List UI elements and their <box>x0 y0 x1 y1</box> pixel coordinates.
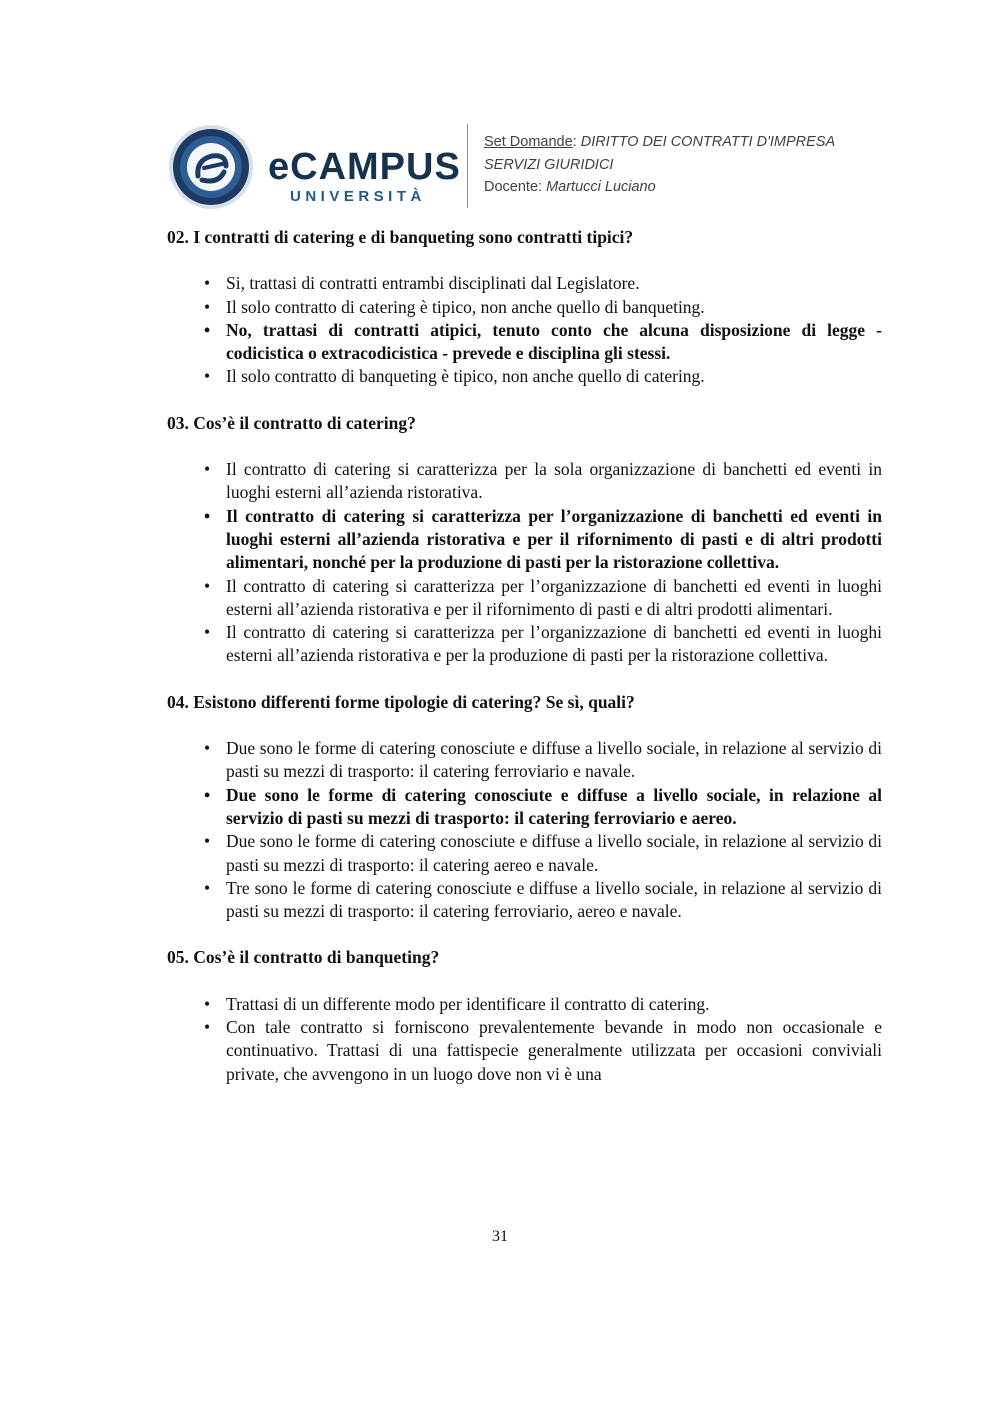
answer-option-correct: • Due sono le forme di catering conosciute e diffuse a livello sociale, in relazione al servizio di pasti su mezzi di trasporto: il catering ferroviario e aereo. <box>204 784 882 828</box>
answer-list <box>167 993 882 1086</box>
answer-option: • Il contratto di catering si caratterizza per l’organizzazione di banchetti ed eventi in luoghi esterni all’azienda ristorativa e per la produzione di pasti per la ristorazione collettiva. <box>204 622 882 666</box>
answer-list <box>167 737 882 923</box>
bullet-icon: • <box>204 877 211 898</box>
course-subtitle-line <box>484 154 835 177</box>
docente-label: Docente <box>484 179 539 195</box>
bullet-icon: • <box>204 575 211 596</box>
answer-option: • Tre sono le forme di catering conosciute e diffuse a livello sociale, in relazione al servizio di pasti su mezzi di trasporto: il catering ferroviario, aereo e navale. <box>204 877 882 922</box>
answer-option: • Il solo contratto di catering è tipico, non anche quello di banqueting. <box>167 296 882 319</box>
bullet-icon: • <box>204 505 211 526</box>
question-title: 04. Esistono differenti forme tipologie di catering? Se sì, quali? <box>167 691 635 712</box>
page-number: 31 <box>492 1228 508 1245</box>
page-header <box>166 120 886 212</box>
bullet-icon: • <box>204 1017 211 1038</box>
bullet-icon: • <box>204 993 211 1014</box>
bullet-icon: • <box>204 459 211 480</box>
course-info <box>484 131 835 199</box>
course-subtitle: SERVIZI GIURIDICI <box>484 156 614 173</box>
answer-option: • Il contratto di catering si caratterizza per l’organizzazione di banchetti ed eventi in luoghi esterni all’azienda ristorativa e per il rifornimento di pasti e di altri prodotti alimentari. <box>204 575 882 619</box>
docente-line: Docente: Martucci Luciano <box>484 179 656 195</box>
answer-option: • Il solo contratto di banqueting è tipico, non anche quello di catering. <box>167 365 882 388</box>
answer-option-correct: • No, trattasi di contratti atipici, tenuto conto che alcuna disposizione di legge - codicistica o extracodicistica - prevede e disciplina gli stessi. <box>204 319 882 364</box>
bullet-icon: • <box>204 296 211 317</box>
answer-list <box>167 272 882 388</box>
answer-option: • Si, trattasi di contratti entrambi disciplinati dal Legislatore. <box>167 272 882 295</box>
answer-option-correct: • Il contratto di catering si caratterizza per l’organizzazione di banchetti ed eventi in luoghi esterni all’azienda ristorativa e per il rifornimento di pasti e di altri prodotti alimentari, nonché per la produzione di pasti per la ristorazione collettiva. <box>204 505 882 573</box>
answer-option: • Con tale contratto si forniscono prevalentemente bevande in modo non occasionale e continuativo. Trattasi di una fattispecie generalmente utilizzata per occasioni conviviali private, che avvengono in un luogo dove non vi è una <box>204 1017 882 1084</box>
bullet-icon: • <box>204 366 211 387</box>
answer-option: • Due sono le forme di catering conosciute e diffuse a livello sociale, in relazione al servizio di pasti su mezzi di trasporto: il catering aereo e navale. <box>204 831 882 875</box>
course-title: DIRITTO DEI CONTRATTI D'IMPRESA <box>580 134 836 150</box>
bullet-icon: • <box>204 738 211 759</box>
bullet-icon: • <box>204 273 211 294</box>
question-title: 03. Cos’è il contratto di catering? <box>167 412 416 433</box>
docente-name: Martucci Luciano <box>546 179 656 195</box>
answer-option: • Trattasi di un differente modo per identificare il contratto di catering. <box>167 993 882 1016</box>
answer-option: • Due sono le forme di catering conosciute e diffuse a livello sociale, in relazione al servizio di pasti su mezzi di trasporto: il catering ferroviario e navale. <box>204 738 882 782</box>
university-seal-logo <box>168 124 254 210</box>
logo-wordmark: eCAMPUS <box>268 146 461 188</box>
set-label: Set Domande <box>484 134 573 150</box>
questions-body <box>167 226 882 1109</box>
answer-option: • Il contratto di catering si caratterizza per la sola organizzazione di banchetti ed eventi in luoghi esterni all’azienda ristorativa. <box>204 459 882 503</box>
header-divider <box>467 124 468 208</box>
logo-subtitle: UNIVERSITÀ <box>290 188 426 205</box>
ecampus-logo <box>268 146 461 216</box>
bullet-icon: • <box>204 622 211 643</box>
bullet-icon: • <box>204 831 211 852</box>
bullet-icon: • <box>204 319 211 340</box>
set-domande-line: Set Domande: DIRITTO DEI CONTRATTI D'IMPRESA <box>484 134 836 150</box>
answer-list <box>167 458 882 668</box>
question-title: 05. Cos’è il contratto di banqueting? <box>167 947 440 968</box>
bullet-icon: • <box>204 784 211 805</box>
question-title: 02. I contratti di catering e di banqueting sono contratti tipici? <box>167 227 634 247</box>
